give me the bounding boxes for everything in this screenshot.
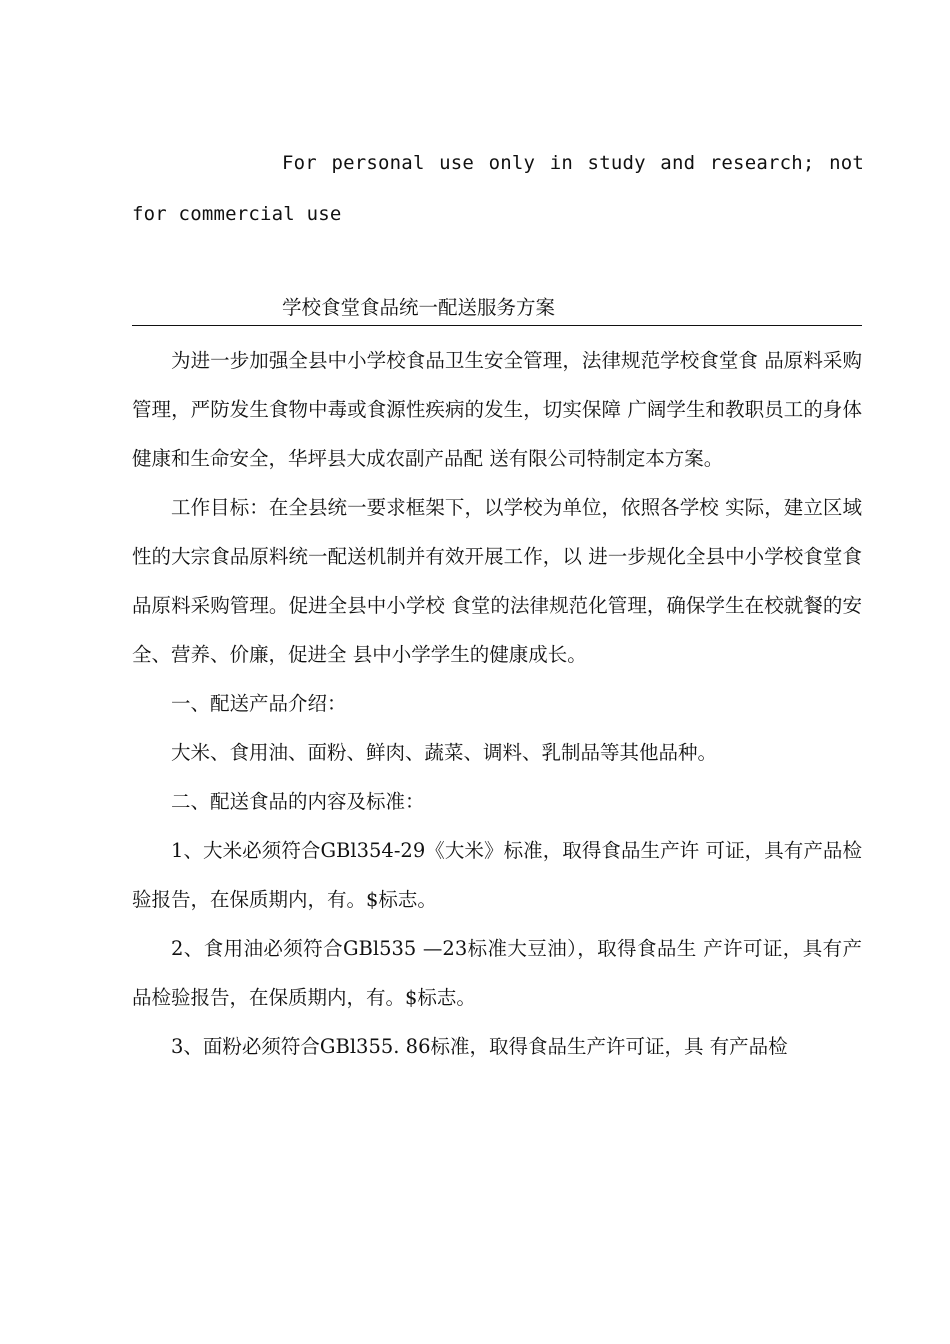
- product-list-paragraph: 大米、食用油、面粉、鲜肉、蔬菜、调料、乳制品等其他品种。: [171, 741, 718, 764]
- intro-paragraph: 为进一步加强全县中小学校食品卫生安全管理，法律规范学校食堂食 品原料采购管理，严防发生食物中毒或食源性疾病的发生，切实保障 广阔学生和教职员工的身体健康和生命安全，华坪县大成农副产品配 送有限公司特制定本方案。: [132, 349, 862, 470]
- section-heading-standards: 二、配送食品的内容及标准：: [171, 790, 425, 813]
- standard-item-oil: 2、食用油必须符合GBl535 —23标准大豆油），取得食品生 产许可证，具有产品检验报告，在保质期内，有。$标志。: [132, 937, 862, 1009]
- document-body: [132, 336, 862, 1071]
- standard-item-rice: 1、大米必须符合GBl354-29《大米》标准，取得食品生产许 可证，具有产品检验报告，在保质期内，有。$标志。: [132, 839, 862, 911]
- document-title: 学校食堂食品统一配送服务方案: [282, 296, 556, 319]
- section-heading-products: 一、配送产品介绍：: [171, 692, 347, 715]
- usage-notice: For personal use only in study and research; not for commercial use: [132, 152, 864, 225]
- title-underline: [132, 325, 862, 326]
- standard-item-flour: 3、面粉必须符合GBl355. 86标准，取得食品生产许可证，具 有产品检: [171, 1035, 788, 1058]
- work-goal-paragraph: 工作目标：在全县统一要求框架下，以学校为单位，依照各学校 实际，建立区域性的大宗食品原料统一配送机制并有效开展工作，以 进一步规化全县中小学校食堂食品原料采购管理。促进全县中小学校 食堂的法律规范化管理，确保学生在校就餐的安全、营养、价廉，促进全 县中小学学生的健康成长。: [132, 496, 862, 666]
